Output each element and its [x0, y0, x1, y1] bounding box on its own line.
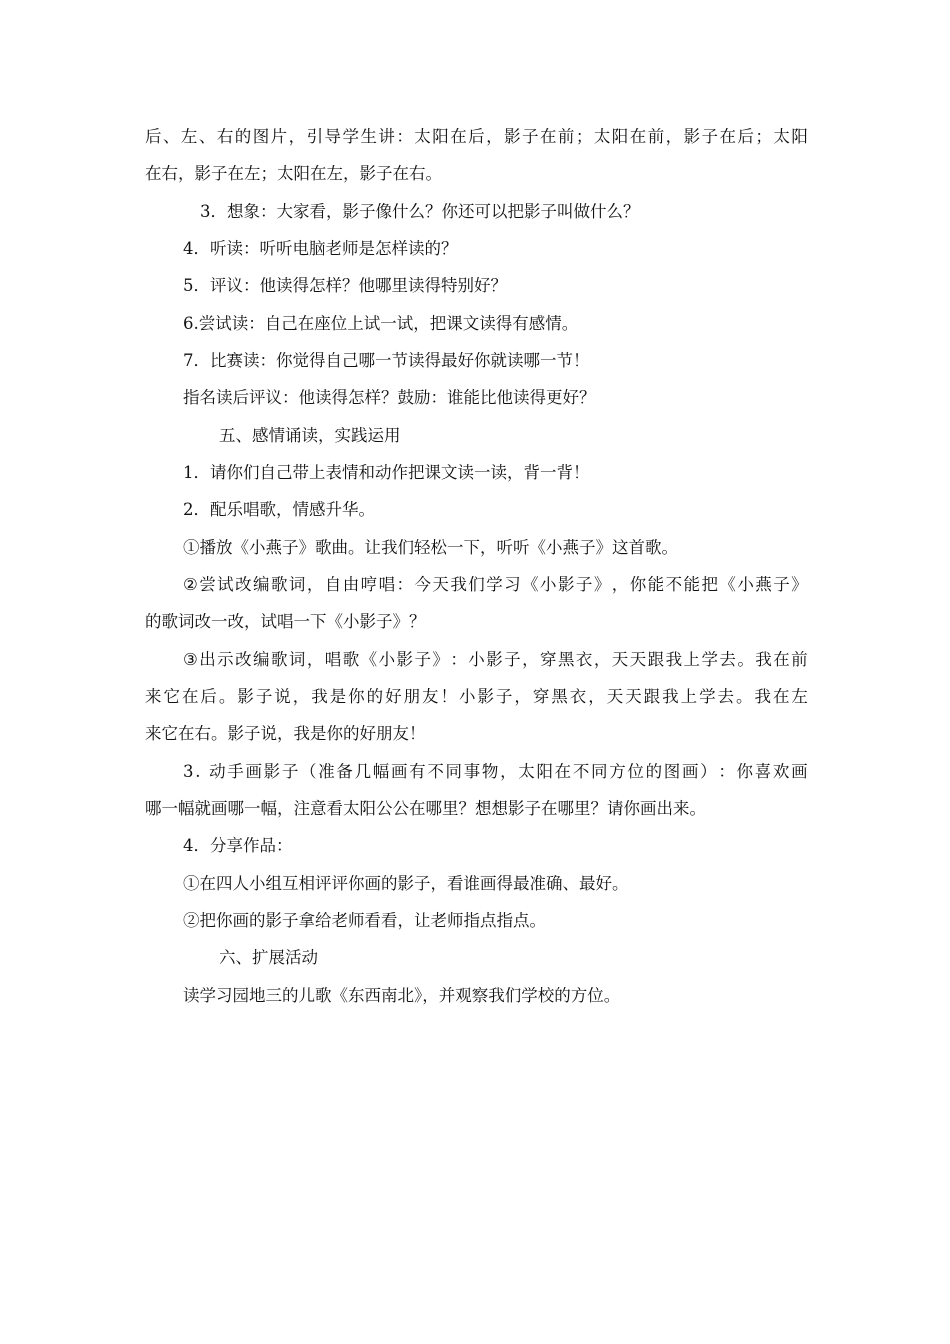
glyph: 阳	[791, 127, 808, 146]
glyph: 来	[145, 687, 162, 706]
glyph: 画	[681, 762, 699, 781]
glyph: 出	[199, 650, 216, 669]
glyph: 你	[736, 762, 753, 781]
glyph: 太	[773, 127, 790, 146]
glyph: 太	[414, 127, 431, 146]
paragraph-12-line-1	[183, 574, 808, 596]
glyph: 子	[495, 687, 513, 706]
glyph: ，	[514, 687, 531, 706]
glyph: ：	[396, 575, 414, 594]
glyph: 前	[791, 650, 808, 669]
glyph: 的	[234, 127, 252, 146]
glyph: （	[300, 762, 317, 781]
glyph: 讲	[378, 127, 395, 146]
glyph: ②	[183, 575, 198, 594]
glyph: 上	[680, 687, 698, 706]
glyph: 能	[647, 575, 665, 594]
glyph: 在	[772, 687, 790, 706]
glyph: 影	[486, 650, 503, 669]
paragraph-6: 7．比赛读：你觉得自己哪一节读得最好你就读哪一节！	[183, 351, 590, 370]
glyph: 画	[390, 762, 408, 781]
glyph: 。	[737, 650, 754, 669]
glyph: 学	[701, 650, 718, 669]
glyph: 哼	[360, 575, 378, 594]
glyph: 友	[422, 687, 439, 706]
glyph: ：	[450, 650, 467, 669]
glyph: 学	[486, 575, 503, 594]
glyph: 事	[463, 762, 481, 781]
glyph: 画	[245, 762, 262, 781]
paragraph-11: ①播放《小燕子》歌曲。让我们轻松一下，听听《小燕子》这首歌。	[183, 538, 678, 557]
glyph: 的	[645, 762, 663, 781]
glyph: ，	[665, 127, 683, 146]
glyph: 图	[663, 762, 681, 781]
glyph: 同	[591, 762, 608, 781]
glyph: 子	[504, 650, 521, 669]
glyph: 画	[791, 762, 808, 781]
glyph: 子	[281, 762, 299, 781]
paragraph-1-line-2: 在右，影子在左；太阳在左，影子在右。	[145, 164, 442, 183]
glyph: 小	[458, 687, 476, 706]
glyph: 我	[665, 650, 683, 669]
glyph: 我	[662, 687, 679, 706]
glyph: 引	[306, 127, 324, 146]
glyph: 同	[445, 762, 462, 781]
paragraph-14-line-2: 哪一幅就画哪一幅，注意看太阳公公在哪里？想想影子在哪里？请你画出来。	[145, 799, 706, 818]
glyph: 子	[255, 687, 273, 706]
glyph: 影	[263, 762, 281, 781]
glyph: 习	[504, 575, 521, 594]
glyph: 燕	[755, 575, 772, 594]
glyph: 编	[253, 575, 270, 594]
glyph: 、	[198, 127, 216, 146]
glyph: 。	[218, 687, 236, 706]
glyph: 子	[575, 575, 593, 594]
glyph: 3	[183, 762, 194, 781]
glyph: 准	[318, 762, 335, 781]
glyph: 小	[468, 650, 485, 669]
glyph: 导	[324, 127, 342, 146]
glyph: 在	[719, 127, 736, 146]
glyph: 不	[665, 575, 683, 594]
paragraph-14-line-1	[183, 761, 808, 783]
glyph: .	[195, 762, 201, 781]
glyph: 黑	[557, 650, 575, 669]
glyph: 在	[539, 127, 557, 146]
glyph: 在	[450, 127, 467, 146]
glyph: 图	[252, 127, 270, 146]
glyph: ，	[306, 650, 324, 669]
glyph: 穿	[540, 650, 557, 669]
glyph: ，	[611, 575, 629, 594]
glyph: 们	[468, 575, 485, 594]
glyph: 备	[336, 762, 353, 781]
glyph: 把	[701, 575, 718, 594]
glyph: 小	[378, 650, 396, 669]
glyph: 后	[145, 127, 162, 146]
paragraph-3: 4．听读：听听电脑老师是怎样读的？	[183, 239, 458, 258]
glyph: 上	[683, 650, 701, 669]
paragraph-7: 指名读后评议：他读得怎样？鼓励：谁能比他读得更好？	[183, 388, 596, 407]
glyph: 影	[683, 127, 701, 146]
paragraph-9: 1．请你们自己带上表情和动作把课文读一读，背一背！	[183, 463, 590, 482]
glyph: ，	[588, 687, 605, 706]
glyph: 是	[329, 687, 347, 706]
glyph: 前	[647, 127, 665, 146]
glyph: 穿	[532, 687, 550, 706]
glyph: 衣	[575, 650, 593, 669]
glyph: 左	[791, 687, 808, 706]
glyph: 在	[554, 762, 572, 781]
glyph: 天	[629, 650, 647, 669]
glyph: ：	[718, 762, 735, 781]
glyph: 学	[699, 687, 716, 706]
glyph: 在	[773, 650, 790, 669]
paragraph-4: 5．评议：他读得怎样？他哪里读得特别好？	[183, 276, 507, 295]
glyph: 去	[717, 687, 735, 706]
glyph: 黑	[551, 687, 568, 706]
glyph: 天	[606, 687, 624, 706]
glyph: 小	[540, 575, 557, 594]
glyph: 我	[755, 650, 772, 669]
glyph: 影	[237, 687, 254, 706]
glyph: 子	[773, 575, 790, 594]
glyph: 跟	[647, 650, 665, 669]
paragraph-1-line-1	[145, 126, 808, 148]
section-heading-6: 六、扩展活动	[219, 948, 318, 967]
glyph: 影	[477, 687, 494, 706]
glyph: 不	[572, 762, 590, 781]
paragraph-12-line-2: 的歌词改一改，试唱一下《小影子》？	[145, 612, 426, 631]
glyph: ，	[522, 650, 539, 669]
glyph: 位	[627, 762, 644, 781]
glyph: 片	[270, 127, 288, 146]
glyph: 后	[468, 127, 485, 146]
glyph: 影	[504, 127, 521, 146]
glyph: 去	[719, 650, 736, 669]
glyph: 太	[518, 762, 535, 781]
glyph: 太	[593, 127, 611, 146]
paragraph-15: 4．分享作品：	[183, 836, 293, 855]
glyph: 你	[629, 575, 647, 594]
glyph: 改	[235, 575, 252, 594]
glyph: 影	[557, 575, 575, 594]
glyph: 唱	[378, 575, 396, 594]
paragraph-2: 3．想象：大家看，影子像什么？你还可以把影子叫做什么？	[200, 202, 640, 221]
glyph: 它	[163, 687, 180, 706]
paragraph-17: ②把你画的影子拿给老师看看，让老师指点指点。	[183, 911, 546, 930]
glyph: ）	[700, 762, 717, 781]
glyph: 》	[432, 650, 449, 669]
glyph: 今	[414, 575, 431, 594]
glyph: 尝	[199, 575, 216, 594]
glyph: ，	[500, 762, 517, 781]
glyph: 幅	[372, 762, 390, 781]
glyph: 天	[625, 687, 642, 706]
glyph: 由	[342, 575, 360, 594]
glyph: 小	[737, 575, 754, 594]
glyph: 能	[683, 575, 701, 594]
glyph: 前	[557, 127, 575, 146]
glyph: 后	[737, 127, 754, 146]
glyph: ；	[575, 127, 593, 146]
glyph: 词	[288, 575, 306, 594]
paragraph-5: 6.尝试读：自己在座位上试一试，把课文读得有感情。	[183, 314, 579, 333]
glyph: 词	[288, 650, 306, 669]
glyph: 我	[311, 687, 328, 706]
glyph: 不	[427, 762, 444, 781]
glyph: ，	[593, 650, 611, 669]
section-heading-5: 五、感情诵读，实践运用	[219, 426, 401, 445]
glyph: 在	[629, 127, 647, 146]
glyph: 试	[217, 575, 234, 594]
glyph: 手	[227, 762, 244, 781]
glyph: 歌	[270, 575, 288, 594]
glyph: 子	[701, 127, 719, 146]
glyph: 的	[366, 687, 384, 706]
glyph: 喜	[754, 762, 772, 781]
glyph: ：	[396, 127, 413, 146]
glyph: 方	[609, 762, 626, 781]
paragraph-13-line-2	[145, 686, 808, 708]
glyph: 》	[791, 575, 808, 594]
glyph: 歌	[270, 650, 288, 669]
glyph	[202, 761, 207, 783]
glyph: 你	[348, 687, 365, 706]
paragraph-10: 2．配乐唱歌，情感升华。	[183, 500, 375, 519]
paragraph-16: ①在四人小组互相评评你画的影子，看谁画得最准确、最好。	[183, 874, 629, 893]
glyph: 天	[611, 650, 629, 669]
glyph: 欢	[772, 762, 790, 781]
glyph: 、	[162, 127, 180, 146]
glyph: ；	[755, 127, 772, 146]
paragraph-19: 读学习园地三的儿歌《东西南北》，并观察我们学校的方位。	[183, 986, 621, 1005]
glyph: 编	[253, 650, 270, 669]
glyph: 子	[414, 650, 431, 669]
glyph: 天	[432, 575, 449, 594]
glyph: 我	[450, 575, 467, 594]
glyph: 生	[360, 127, 377, 146]
glyph: 改	[235, 650, 252, 669]
paragraph-13-line-1	[183, 649, 808, 671]
glyph: 左	[180, 127, 198, 146]
glyph: 衣	[569, 687, 587, 706]
glyph: ③	[183, 650, 198, 669]
glyph: 。	[736, 687, 753, 706]
glyph: 歌	[342, 650, 360, 669]
glyph: 说	[274, 687, 291, 706]
glyph: 朋	[403, 687, 421, 706]
glyph: ，	[292, 687, 310, 706]
glyph: 阳	[611, 127, 629, 146]
glyph: 物	[481, 762, 499, 781]
glyph: ！	[440, 687, 457, 706]
glyph: ，	[306, 575, 324, 594]
glyph: 子	[522, 127, 539, 146]
glyph: 跟	[643, 687, 661, 706]
paragraph-13-line-3: 来它在右。影子说，我是你的好朋友！	[145, 724, 426, 743]
glyph: 后	[200, 687, 217, 706]
glyph: 右	[216, 127, 234, 146]
glyph: 《	[522, 575, 539, 594]
glyph: ，	[486, 127, 503, 146]
glyph: 在	[181, 687, 199, 706]
glyph: ，	[288, 127, 306, 146]
glyph: 有	[409, 762, 426, 781]
glyph: 几	[354, 762, 372, 781]
glyph: 阳	[432, 127, 449, 146]
glyph: 好	[385, 687, 402, 706]
glyph: 学	[342, 127, 359, 146]
glyph: 影	[396, 650, 414, 669]
glyph: 》	[593, 575, 611, 594]
glyph: 唱	[324, 650, 342, 669]
glyph: 《	[719, 575, 736, 594]
glyph: 动	[209, 762, 226, 781]
glyph: 自	[324, 575, 342, 594]
glyph: 阳	[536, 762, 553, 781]
glyph: 示	[217, 650, 234, 669]
glyph: 《	[360, 650, 378, 669]
glyph: 我	[754, 687, 771, 706]
